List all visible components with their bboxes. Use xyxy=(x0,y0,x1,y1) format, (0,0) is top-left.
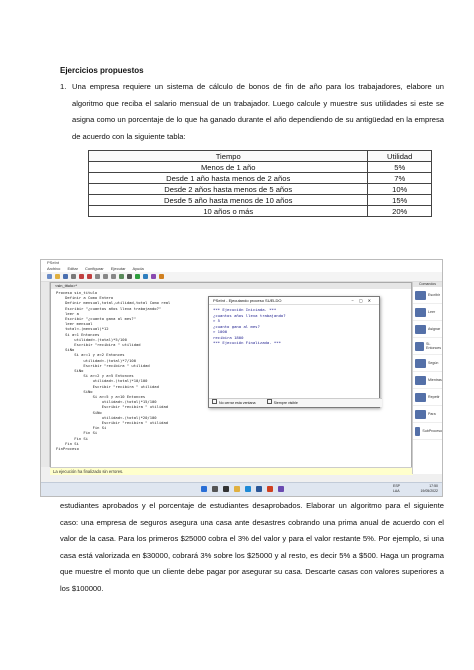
pseint-icon[interactable] xyxy=(278,486,284,492)
code-line: Escribir "¿cuantos años lleva trabajando?" xyxy=(56,305,162,311)
code-line: Si a>=2 y a<5 Entonces xyxy=(56,373,134,379)
menu-ayuda[interactable]: Ayuda xyxy=(132,266,144,271)
command-icon xyxy=(415,376,426,385)
start-icon[interactable] xyxy=(201,486,207,492)
clock-time: 17:50 xyxy=(429,484,438,488)
code-line: SiNo xyxy=(56,409,102,415)
pseint-screenshot xyxy=(40,259,443,497)
code-line: Fin Si xyxy=(56,430,98,436)
indent-icon[interactable] xyxy=(119,274,124,279)
checkbox-icon xyxy=(267,399,272,404)
command-label: SubProceso xyxy=(422,429,442,433)
exercise-number: 1. xyxy=(60,82,67,91)
console-line: ¿cuantos años lleva trabajando? xyxy=(213,312,286,318)
command-icon xyxy=(415,308,426,317)
command-icon xyxy=(415,359,426,368)
step-icon[interactable] xyxy=(143,274,148,279)
command-label: Repetir xyxy=(428,395,440,399)
command-label: Mientras xyxy=(428,378,442,382)
file-explorer-icon[interactable] xyxy=(234,486,240,492)
command-icon xyxy=(415,291,426,300)
cell-tiempo: Desde 5 año hasta menos de 10 años xyxy=(89,195,368,206)
table-header-row xyxy=(89,151,432,162)
code-line: Si a<1 Entonces xyxy=(56,331,100,337)
menu-editar[interactable]: Editar xyxy=(67,266,78,271)
command-item[interactable] xyxy=(413,321,442,338)
lang-code: ESP xyxy=(392,484,400,488)
cell-tiempo: 10 años o más xyxy=(89,206,368,217)
utility-table xyxy=(88,150,432,217)
command-item[interactable] xyxy=(413,304,442,321)
table-row xyxy=(89,184,432,195)
code-line: SiNo xyxy=(56,388,93,394)
console-line: *** Ejecución Finalizada. *** xyxy=(213,340,281,345)
tray-language[interactable] xyxy=(393,484,400,493)
clock-date: 19/05/2022 xyxy=(420,488,438,493)
code-line: utilidad<-(total)*5/100 xyxy=(56,336,127,342)
cell-utilidad: 7% xyxy=(368,173,432,184)
always-visible-checkbox[interactable] xyxy=(267,401,298,405)
code-line: utilidad<-(total)*15/100 xyxy=(56,399,157,405)
paste-icon[interactable] xyxy=(111,274,116,279)
cell-tiempo: Desde 1 año hasta menos de 2 años xyxy=(89,173,368,184)
command-item[interactable] xyxy=(413,338,442,355)
code-line: utilidad<-(total)*7/100 xyxy=(56,357,137,363)
table-row xyxy=(89,206,432,217)
status-bar: La ejecución ha finalizado sin errores. xyxy=(50,467,413,475)
new-file-icon[interactable] xyxy=(47,274,52,279)
always-visible-label: Siempre visible xyxy=(273,401,298,405)
undo-icon[interactable] xyxy=(79,274,84,279)
save-as-icon[interactable] xyxy=(71,274,76,279)
command-label: Si-Entonces xyxy=(426,342,442,350)
menu-archivo[interactable]: Archivo xyxy=(47,266,61,271)
table-row xyxy=(89,162,432,173)
code-line: Fin Si xyxy=(56,425,107,431)
search-icon[interactable] xyxy=(127,274,132,279)
cell-tiempo: Desde 2 años hasta menos de 5 años xyxy=(89,184,368,195)
code-line: Escribir "¿cuanto gana al mes?" xyxy=(56,316,137,322)
no-close-checkbox[interactable] xyxy=(212,401,256,405)
taskbar-icons xyxy=(201,486,284,492)
commands-header: Comandos xyxy=(413,282,442,287)
search-icon[interactable] xyxy=(212,486,218,492)
section-title: Ejercicios propuestos xyxy=(60,66,144,75)
code-line: Proceso sin_titulo xyxy=(56,290,98,295)
command-icon xyxy=(415,410,426,419)
console-line: > 1000 xyxy=(213,329,228,334)
code-line: Escribir "recibira " utilidad xyxy=(56,404,169,410)
console-line: ¿cuanto gana al mes? xyxy=(213,323,260,329)
no-close-label: No cerrar esta ventana xyxy=(219,401,256,405)
cell-utilidad: 15% xyxy=(368,195,432,206)
cut-icon[interactable] xyxy=(95,274,100,279)
command-item[interactable] xyxy=(413,355,442,372)
cell-tiempo: Menos de 1 año xyxy=(89,162,368,173)
exercise-2-text: estudiantes aprobados y el porcentaje de estudiantes desaprobados. Elaborar un algoritmo para el siguiente caso: una empresa de seguros asegura una casa ante desastres cobrando una prima anual de acuerdo con el valor de la casa. Para los primeros $25000 cobra el 3% del valor y para el valor restante 5%. Por ejemplo, si una casa está valorizada en $30000, cobrará 3% sobre los $25000 y al resto, es decir 5% a $500. Haga un programa que muestre el monto que un cliente debe pagar por asegurar su casa. Descarte casas con valores superiores a los $100000. xyxy=(60,501,444,593)
cell-utilidad: 10% xyxy=(368,184,432,195)
exercise-1-text: Una empresa requiere un sistema de cálculo de bonos de fin de año para los trabajadores, elabore un algoritmo que reciba el salario mensual de un trabajador. Luego calcule y muestre sus utilidades si este se asigna como un porcentaje de lo que ha ganado durante el año dependiendo de su antigüedad en la empresa de acuerdo con la siguiente tabla: xyxy=(72,82,444,141)
code-line: SiNo xyxy=(56,368,84,374)
table-row xyxy=(89,173,432,184)
code-line: Fin Si xyxy=(56,435,89,441)
side-panel-tabs[interactable] xyxy=(41,282,50,467)
command-icon xyxy=(415,393,426,402)
code-line: Si a>=1 y a<2 Entonces xyxy=(56,352,125,358)
run-icon[interactable] xyxy=(135,274,140,279)
console-line: > 5 xyxy=(213,318,221,323)
console-footer xyxy=(209,398,382,407)
edge-icon[interactable] xyxy=(245,486,251,492)
redo-icon[interactable] xyxy=(87,274,92,279)
app-titlebar: PSeInt xyxy=(41,260,442,266)
code-line: Definir a Como Entero xyxy=(56,295,114,301)
menu-ejecutar[interactable]: Ejecutar xyxy=(110,266,126,271)
console-output xyxy=(209,305,379,348)
tray-clock[interactable] xyxy=(420,484,438,493)
console-title: PSeInt - Ejecutando proceso SUELDO xyxy=(213,298,282,303)
cell-utilidad: 20% xyxy=(368,206,432,217)
header-tiempo: Tiempo xyxy=(89,151,368,162)
command-label: Para xyxy=(428,412,436,416)
header-utilidad: Utilidad xyxy=(368,151,432,162)
command-label: Según xyxy=(428,361,439,365)
code-line: total<-(mensual)*12 xyxy=(56,326,109,332)
command-item[interactable] xyxy=(413,423,442,440)
code-line: SiNo xyxy=(56,347,75,353)
code-line: leer a xyxy=(56,310,79,316)
command-item[interactable] xyxy=(413,406,442,423)
command-item[interactable] xyxy=(413,287,442,304)
exercise-1 xyxy=(60,79,444,145)
code-line: FinProceso xyxy=(56,446,79,452)
command-icon xyxy=(415,342,424,351)
menu-configurar[interactable]: Configurar xyxy=(85,266,104,271)
code-line: Escribir "recibira " utilidad xyxy=(56,342,141,348)
code-line: Escribir "recibira " utilidad xyxy=(56,420,169,426)
copy-icon[interactable] xyxy=(103,274,108,279)
chrome-icon[interactable] xyxy=(267,486,273,492)
help-icon[interactable] xyxy=(159,274,164,279)
checkbox-icon xyxy=(212,399,217,404)
console-line: recibira 1800 xyxy=(213,334,244,340)
code-line: Si a>=5 y a<10 Entonces xyxy=(56,394,146,400)
commands-panel xyxy=(412,282,442,474)
word-icon[interactable] xyxy=(256,486,262,492)
editor-tab[interactable]: <sin_titulo>* xyxy=(51,283,411,289)
window-buttons[interactable]: −▢✕ xyxy=(351,298,376,303)
table-row xyxy=(89,195,432,206)
command-icon xyxy=(415,325,426,334)
execution-console-window xyxy=(208,296,380,408)
code-line: Escribir "recibira " utilidad xyxy=(56,383,159,389)
console-titlebar xyxy=(209,297,379,305)
command-label: Asignar xyxy=(428,327,441,331)
toolbar xyxy=(41,272,442,282)
command-item[interactable] xyxy=(413,372,442,389)
command-label: Escribir xyxy=(428,293,440,297)
code-line: utilidad<-(total)*10/100 xyxy=(56,378,148,384)
console-line: *** Ejecución Iniciada. *** xyxy=(213,307,277,312)
code-line: Fin Si xyxy=(56,440,79,446)
code-line: Escribir "recibira " utilidad xyxy=(56,362,150,368)
flowchart-icon[interactable] xyxy=(151,274,156,279)
code-line: Definir mensual,total,utilidad,total Como real xyxy=(56,300,171,306)
task-view-icon[interactable] xyxy=(223,486,229,492)
code-line: leer mensual xyxy=(56,321,93,327)
windows-taskbar xyxy=(41,482,442,496)
command-icon xyxy=(415,427,420,436)
command-label: Leer xyxy=(428,310,436,314)
lang-layout: LAA xyxy=(392,488,400,493)
open-folder-icon[interactable] xyxy=(55,274,60,279)
command-item[interactable] xyxy=(413,389,442,406)
save-icon[interactable] xyxy=(63,274,68,279)
code-line: utilidad<-(total)*20/100 xyxy=(56,414,157,420)
cell-utilidad: 5% xyxy=(368,162,432,173)
